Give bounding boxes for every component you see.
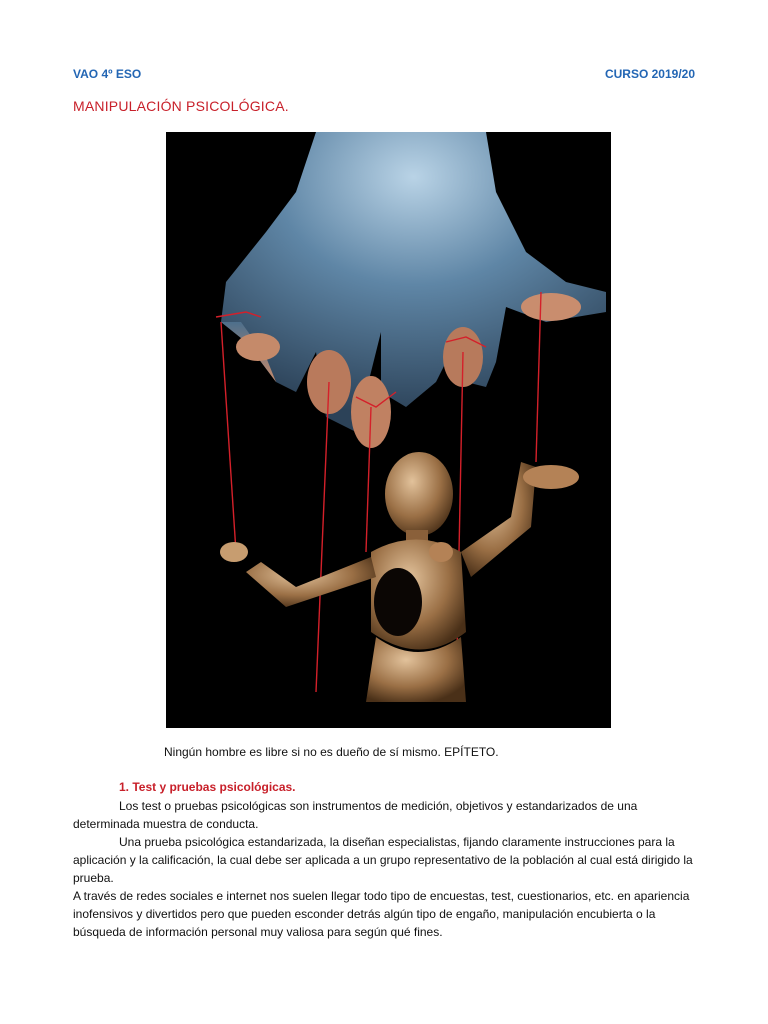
section-heading: 1. Test y pruebas psicológicas. (119, 780, 296, 794)
puppet-hand-illustration (166, 132, 611, 728)
section-body (73, 797, 695, 941)
header-school-year: CURSO 2019/20 (604, 67, 695, 81)
paragraph-standardized: Una prueba psicológica estandarizada, la diseñan especialistas, fijando claramente instrucciones para la aplicación y la calificación, la cual debe ser aplicada a un grupo representativo de la población al cual está dirigido la prueba. (73, 835, 693, 885)
figure-caption-quote: Ningún hombre es libre si no es dueño de sí mismo. EPÍTETO. (164, 745, 499, 759)
header-course-level: VAO 4º ESO (73, 67, 142, 81)
paragraph-definition: Los test o pruebas psicológicas son instrumentos de medición, objetivos y estandarizados de una determinada muestra de conducta. (73, 799, 638, 831)
document-title: MANIPULACIÓN PSICOLÓGICA. (73, 98, 289, 114)
paragraph-social-networks: A través de redes sociales e internet nos suelen llegar todo tipo de encuestas, test, cuestionarios, etc. en apariencia inofensivos y divertidos pero que pueden esconder detrás algún tipo de engaño, manipulación encubierta o la búsqueda de información personal muy valiosa para según qué fines. (73, 889, 690, 939)
